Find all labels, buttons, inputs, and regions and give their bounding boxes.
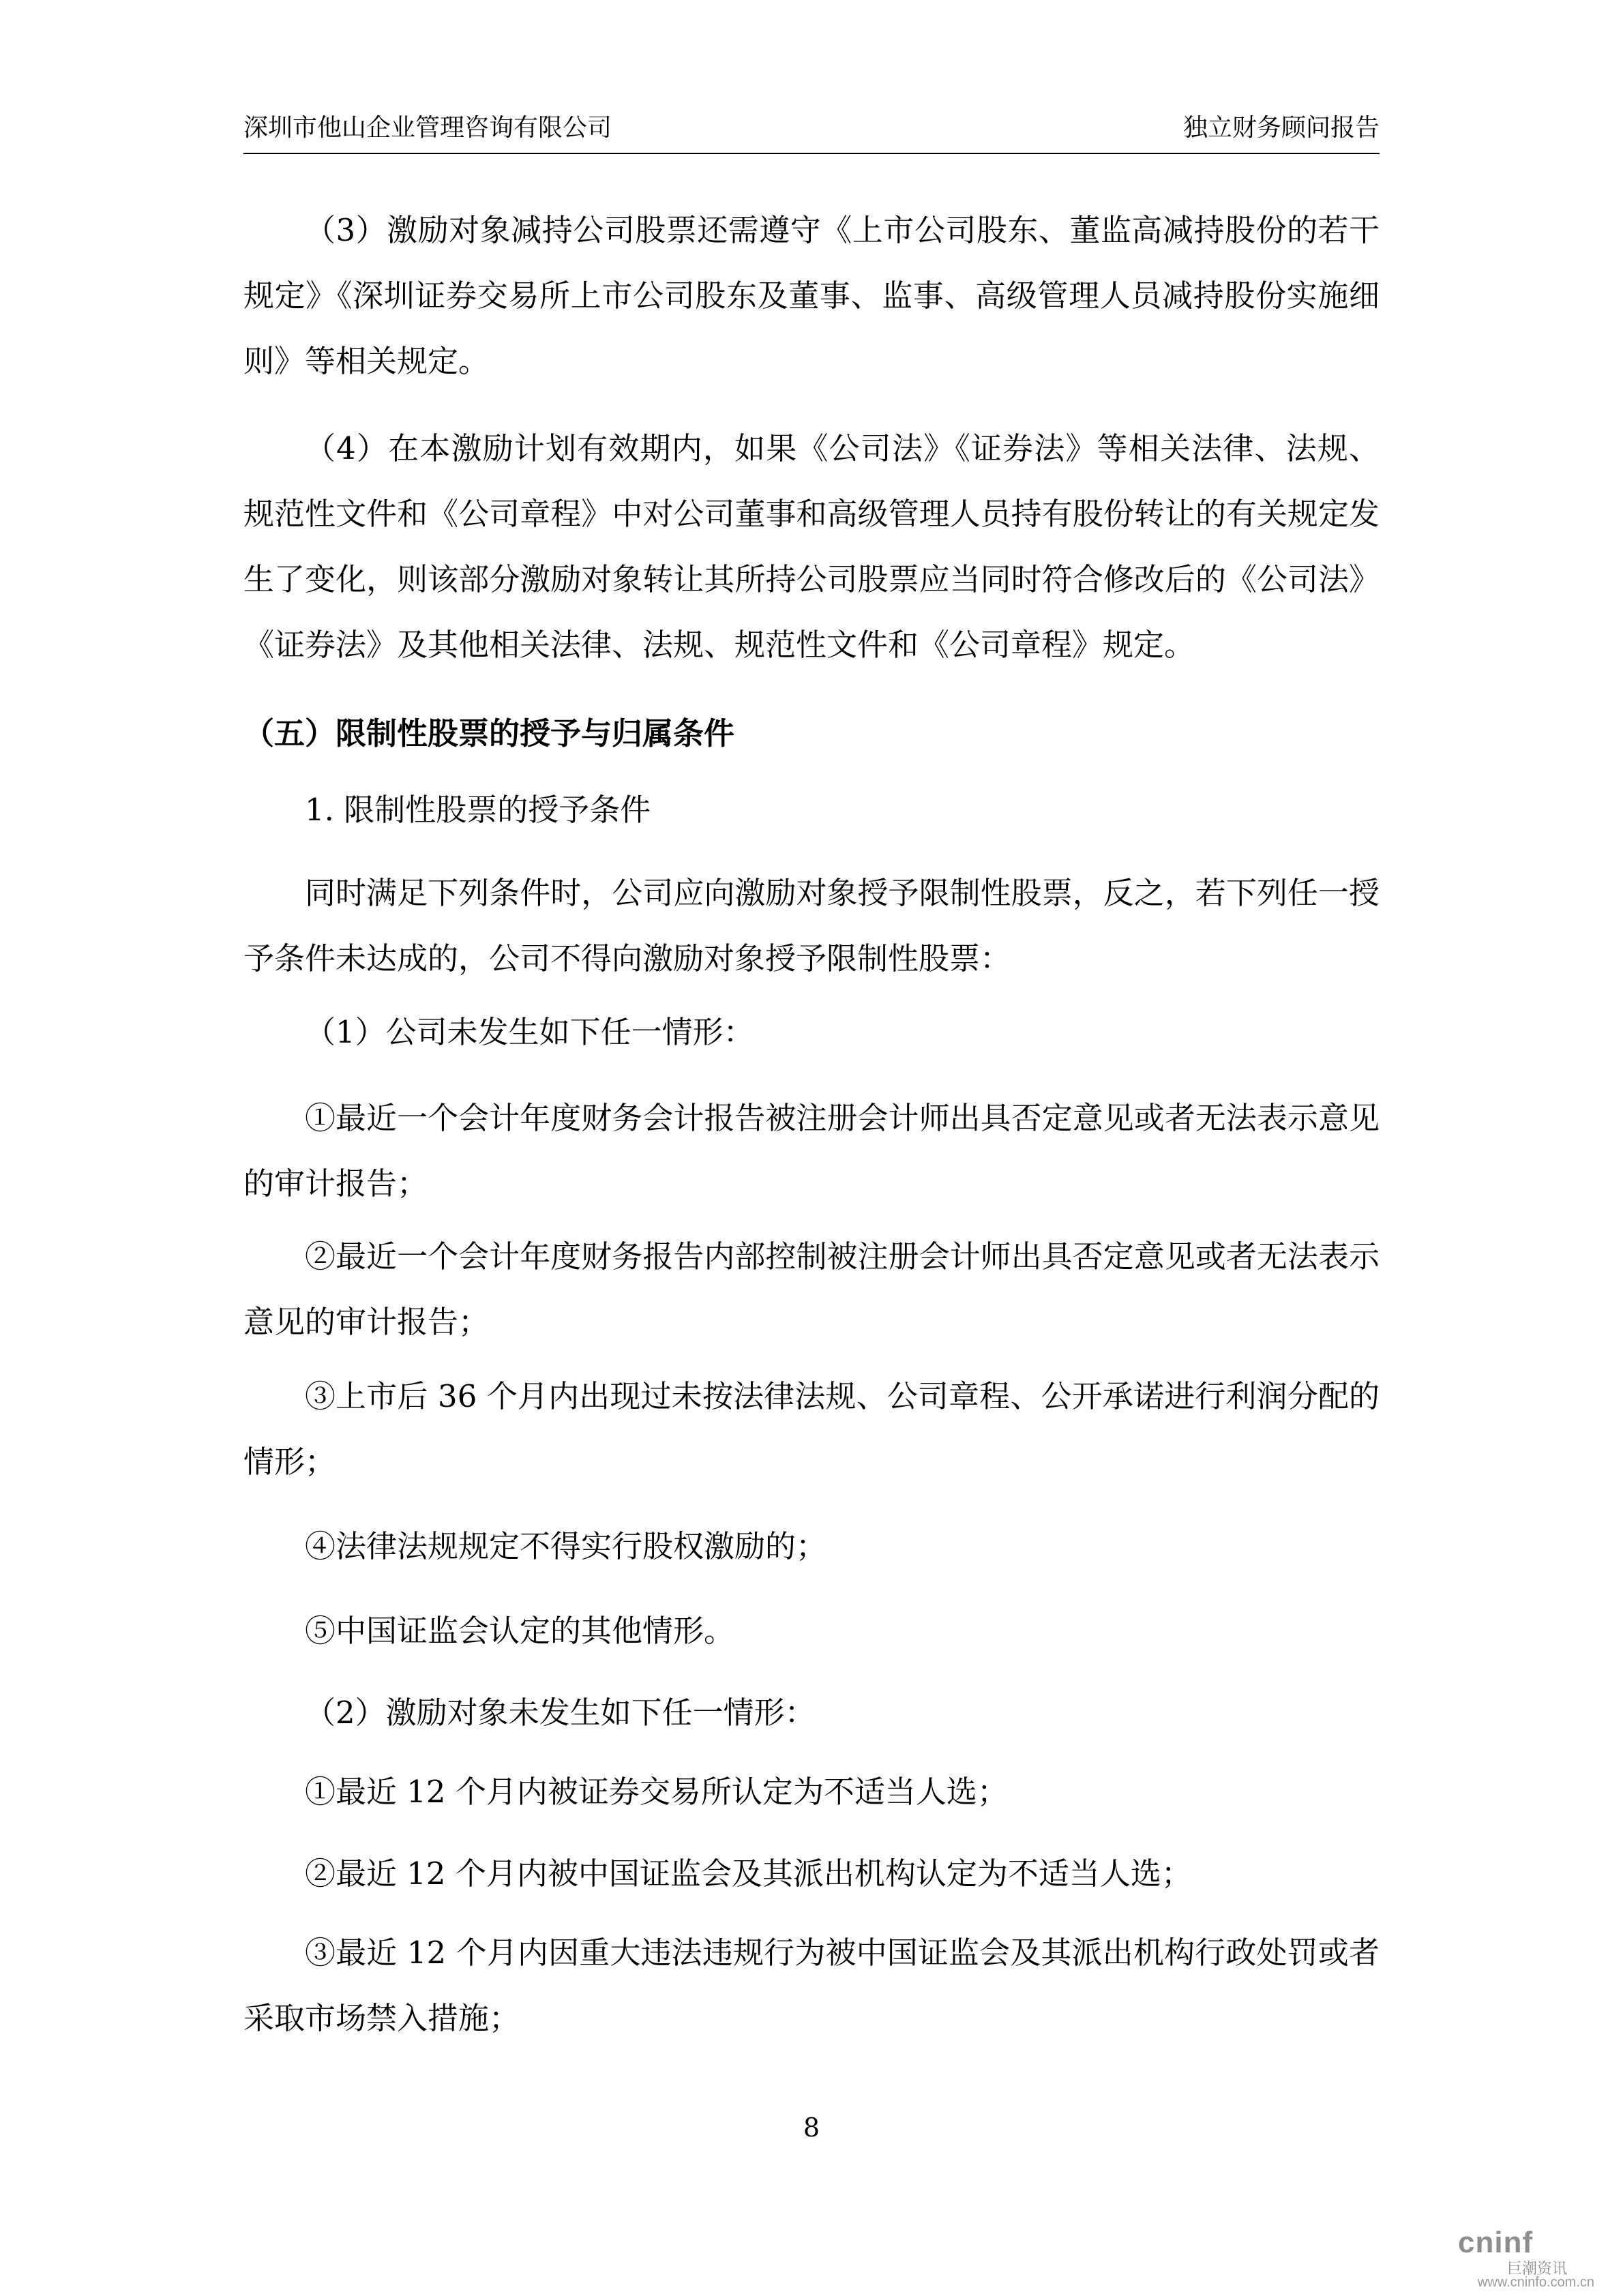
cninfo-watermark (1458, 2226, 1594, 2290)
section-heading: （五）限制性股票的授予与归属条件 (243, 715, 735, 751)
list-item: ②最近一个会计年度财务报告内部控制被注册会计师出具否定意见或者无法表示意见的审计报告； (243, 1238, 1380, 1340)
list-item: ②最近 12 个月内被中国证监会及其派出机构认定为不适当人选； (305, 1855, 1192, 1892)
list-item: （1）公司未发生如下任一情形： (305, 1014, 754, 1050)
list-item: ③最近 12 个月内因重大违法违规行为被中国证监会及其派出机构行政处罚或者采取市场禁入措施； (243, 1935, 1380, 2036)
watermark-cn: 巨潮资讯 (1507, 2261, 1568, 2278)
header-divider (243, 153, 1380, 154)
list-item: ④法律法规规定不得实行股权激励的； (305, 1528, 827, 1564)
list-item: ①最近 12 个月内被证券交易所认定为不适当人选； (305, 1774, 1008, 1810)
page-number: 8 (803, 2113, 820, 2143)
list-item: ①最近一个会计年度财务会计报告被注册会计师出具否定意见或者无法表示意见的审计报告； (243, 1100, 1380, 1202)
header-report-title: 独立财务顾问报告 (1182, 114, 1380, 142)
list-item: ⑤中国证监会认定的其他情形。 (305, 1613, 735, 1649)
header-company: 深圳市他山企业管理咨询有限公司 (243, 114, 612, 142)
watermark-word: cninf (1458, 2226, 1534, 2259)
paragraph-law-change: （4）在本激励计划有效期内，如果《公司法》《证券法》等相关法律、法规、规范性文件和《公司章程》中对公司董事和高级管理人员持有股份转让的有关规定发生了变化，则该部分激励对象转让其所持公司股票应当同时符合修改后的《公司法》《证券法》及其他相关法律、法规、规范性文件和《公司章程》规定。 (243, 430, 1380, 663)
subheading-grant-conditions: 1. 限制性股票的授予条件 (305, 792, 651, 828)
paragraph-grant-intro: 同时满足下列条件时，公司应向激励对象授予限制性股票，反之，若下列任一授予条件未达成的，公司不得向激励对象授予限制性股票： (243, 875, 1380, 976)
list-item: （2）激励对象未发生如下任一情形： (305, 1695, 816, 1731)
paragraph-reduction-rules: （3）激励对象减持公司股票还需遵守《上市公司股东、董监高减持股份的若干规定》《深圳证券交易所上市公司股东及董事、监事、高级管理人员减持股份实施细则》等相关规定。 (243, 212, 1380, 379)
watermark-url: www.cninfo.com.cn (1477, 2275, 1594, 2290)
list-item: ③上市后 36 个月内出现过未按法律法规、公司章程、公开承诺进行利润分配的情形； (243, 1378, 1380, 1480)
